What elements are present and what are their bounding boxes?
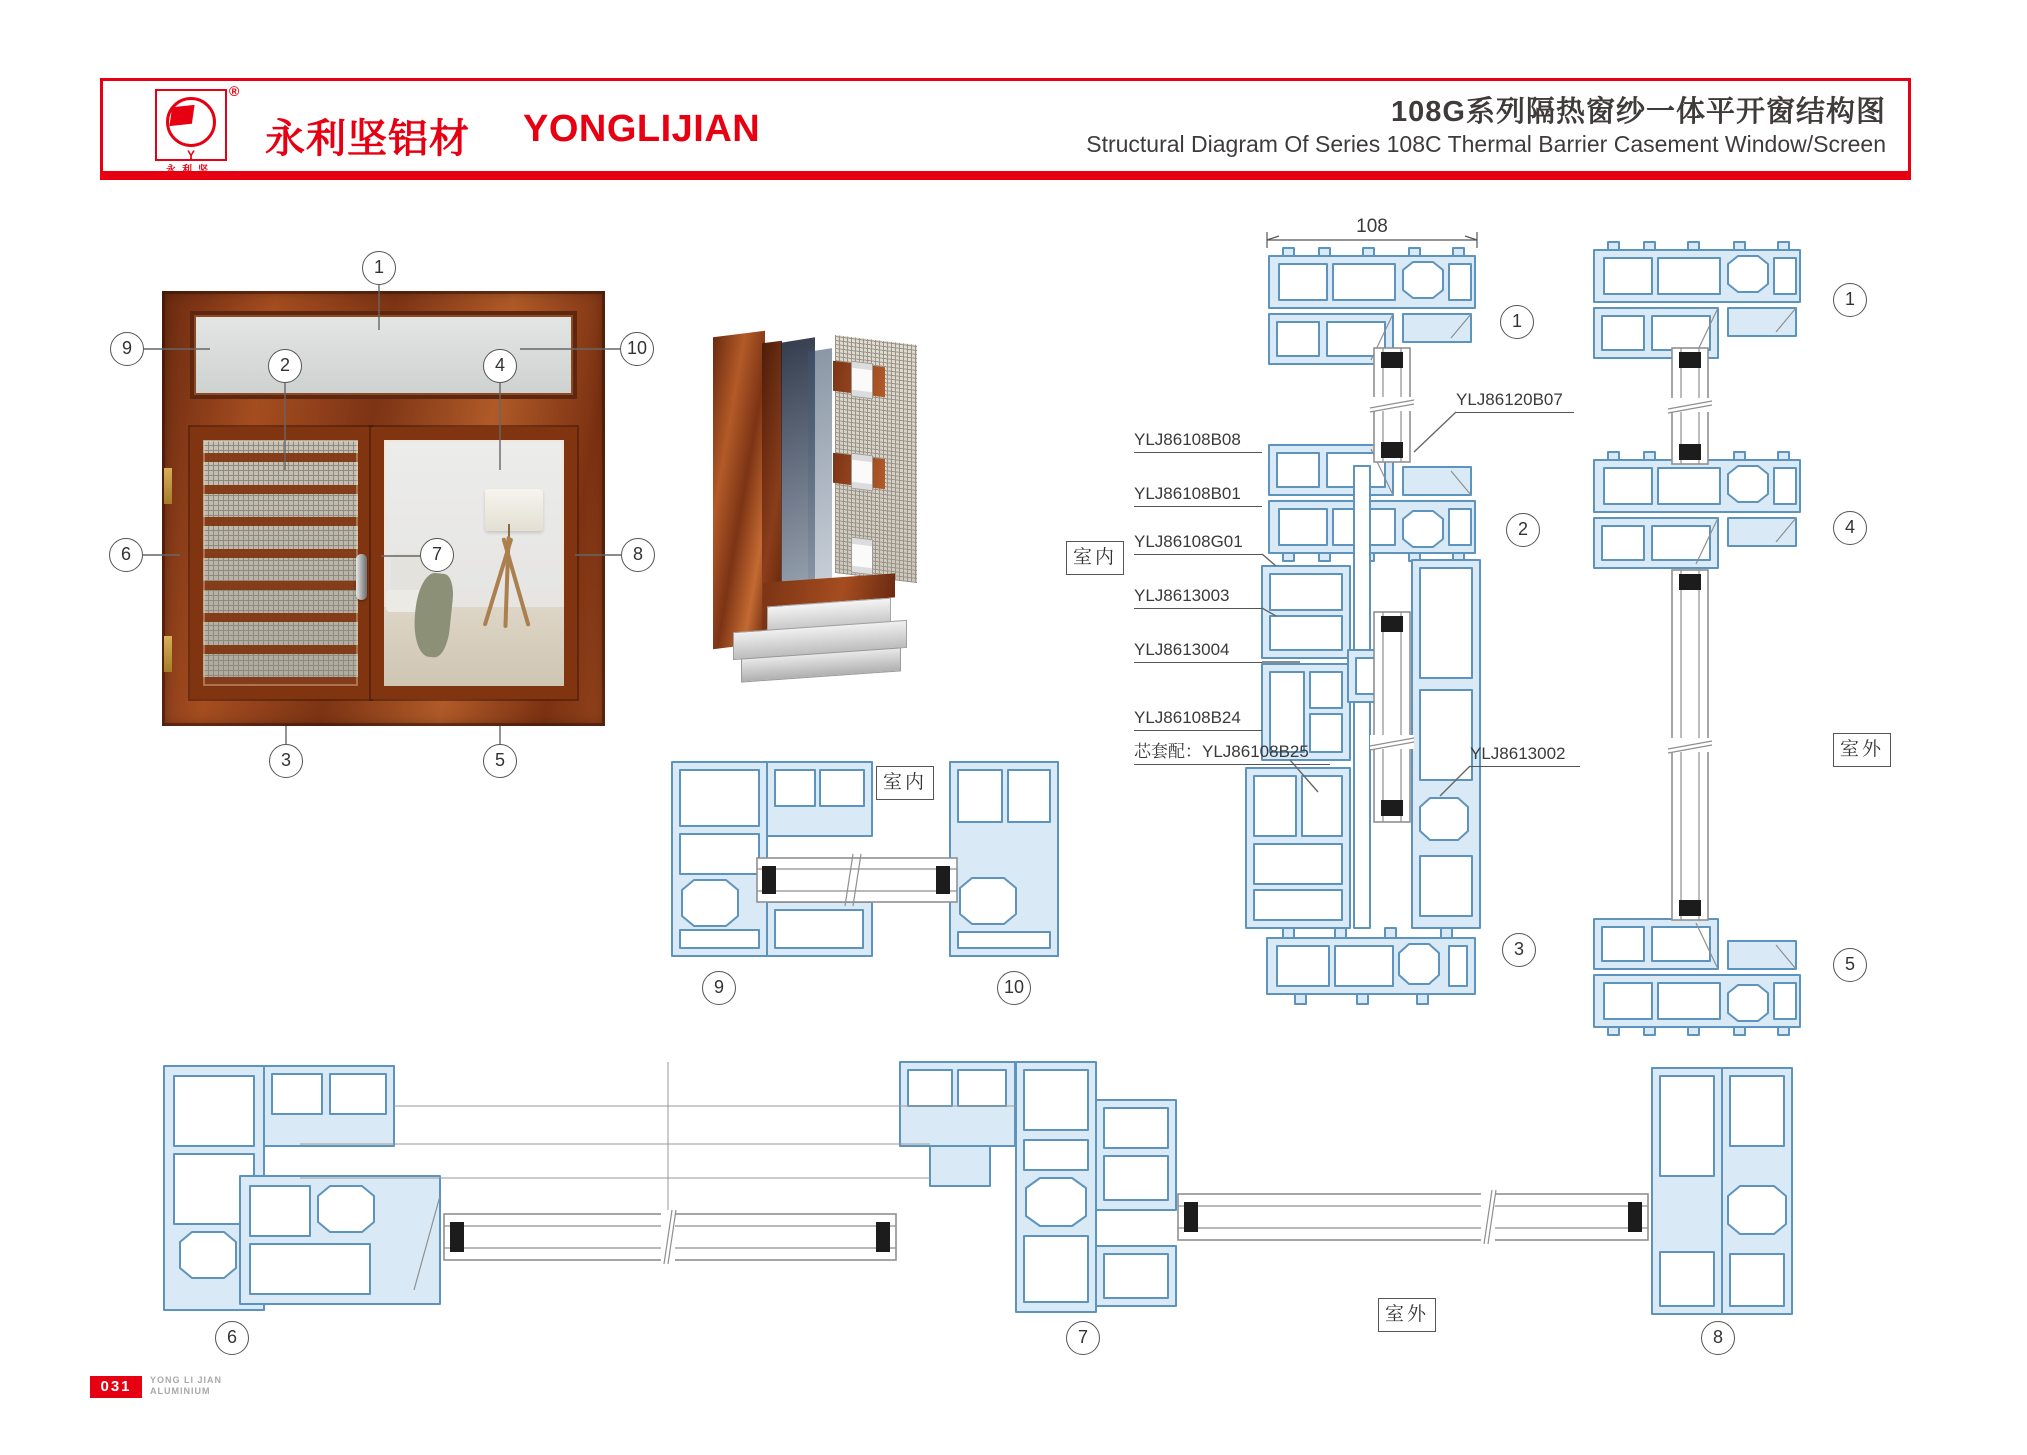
callout-7-section <box>1066 1321 1100 1355</box>
footer-brand <box>150 1375 222 1397</box>
indoor-label-mid: 室内 <box>876 766 934 800</box>
callout-2-col-a <box>1506 513 1540 547</box>
callout-number: 3 <box>280 750 291 770</box>
callout-number: 2 <box>1517 519 1528 539</box>
part-label-ylj86108b01: YLJ86108B01 <box>1134 484 1262 507</box>
callout-6-section <box>215 1321 249 1355</box>
callout-number: 8 <box>632 544 643 564</box>
callout-5-col-b <box>1833 948 1867 982</box>
callout-8-section <box>1701 1321 1735 1355</box>
logo-caption: 永利坚 <box>166 165 214 176</box>
callout-number: 10 <box>626 338 648 358</box>
outdoor-label-bottom: 室外 <box>1378 1298 1436 1332</box>
callout-9 <box>110 332 144 366</box>
part-label-ylj86108b08: YLJ86108B08 <box>1134 430 1262 453</box>
part-label-ylj86120b07: YLJ86120B07 <box>1456 390 1574 413</box>
callout-number: 9 <box>121 338 132 358</box>
callout-number: 3 <box>1513 939 1524 959</box>
callout-number: 5 <box>1844 954 1855 974</box>
callout-6 <box>109 538 143 572</box>
part-label-ylj8613002: YLJ8613002 <box>1470 744 1580 767</box>
callout-number: 10 <box>1003 977 1025 997</box>
callout-number: 6 <box>120 544 131 564</box>
callout-number: 7 <box>1077 1327 1088 1347</box>
callout-number: 6 <box>226 1327 237 1347</box>
callout-number: 5 <box>494 750 505 770</box>
outdoor-label-col-b: 室外 <box>1833 733 1891 767</box>
brand-name-chinese: 永利坚铝材 <box>265 117 470 161</box>
section-bottom-middle <box>900 1062 1176 1312</box>
callout-number: 4 <box>494 355 505 375</box>
callout-5 <box>483 744 517 778</box>
callout-4 <box>483 349 517 383</box>
callout-7 <box>420 538 454 572</box>
brand-name-english: YONGLIJIAN <box>523 108 761 150</box>
callout-3-col-a <box>1502 933 1536 967</box>
callout-1-col-b <box>1833 283 1867 317</box>
footer-brand-line1: YONG LI JIAN <box>150 1375 223 1385</box>
callout-number: 8 <box>1712 1327 1723 1347</box>
callout-number: 7 <box>431 544 442 564</box>
callout-10-section <box>997 971 1031 1005</box>
registered-mark: ® <box>229 83 240 99</box>
section-bottom-left <box>164 1066 440 1310</box>
callout-3 <box>269 744 303 778</box>
logo-monogram: Y <box>186 148 195 162</box>
section-bottom-right <box>1652 1068 1792 1314</box>
callout-1-col-a <box>1500 305 1534 339</box>
callout-1 <box>362 251 396 285</box>
part-label-ylj8613003: YLJ8613003 <box>1134 586 1262 609</box>
callout-number: 2 <box>279 355 290 375</box>
dimension-108-text: 108 <box>1356 216 1388 237</box>
footer-brand-line2: ALUMINIUM <box>150 1386 211 1396</box>
callout-number: 4 <box>1844 517 1855 537</box>
page-number-badge: 031 <box>90 1376 142 1398</box>
section-col-a <box>1246 248 1480 1004</box>
callout-number: 9 <box>713 977 724 997</box>
part-label-ylj8613004: YLJ8613004 <box>1134 640 1262 663</box>
part-label-ylj86108g01: YLJ86108G01 <box>1134 532 1262 555</box>
callout-4-col-b <box>1833 511 1867 545</box>
callout-10 <box>620 332 654 366</box>
part-label-ylj86108b24: YLJ86108B24 <box>1134 708 1262 731</box>
callout-number: 1 <box>1511 311 1522 331</box>
page-title: 108G系列隔热窗纱一体平开窗结构图 <box>1391 96 1886 128</box>
callout-9-section <box>702 971 736 1005</box>
callout-number: 1 <box>1844 289 1855 309</box>
indoor-label-col-a: 室内 <box>1066 541 1124 575</box>
page-subtitle: Structural Diagram Of Series 108C Thermal Barrier Casement Window/Screen <box>1086 131 1886 157</box>
callout-2 <box>268 349 302 383</box>
callout-leaders <box>143 285 621 744</box>
part-label-ylj86108b25: 芯套配：YLJ86108B25 <box>1134 737 1330 765</box>
callout-8 <box>621 538 655 572</box>
callout-number: 1 <box>373 257 384 277</box>
